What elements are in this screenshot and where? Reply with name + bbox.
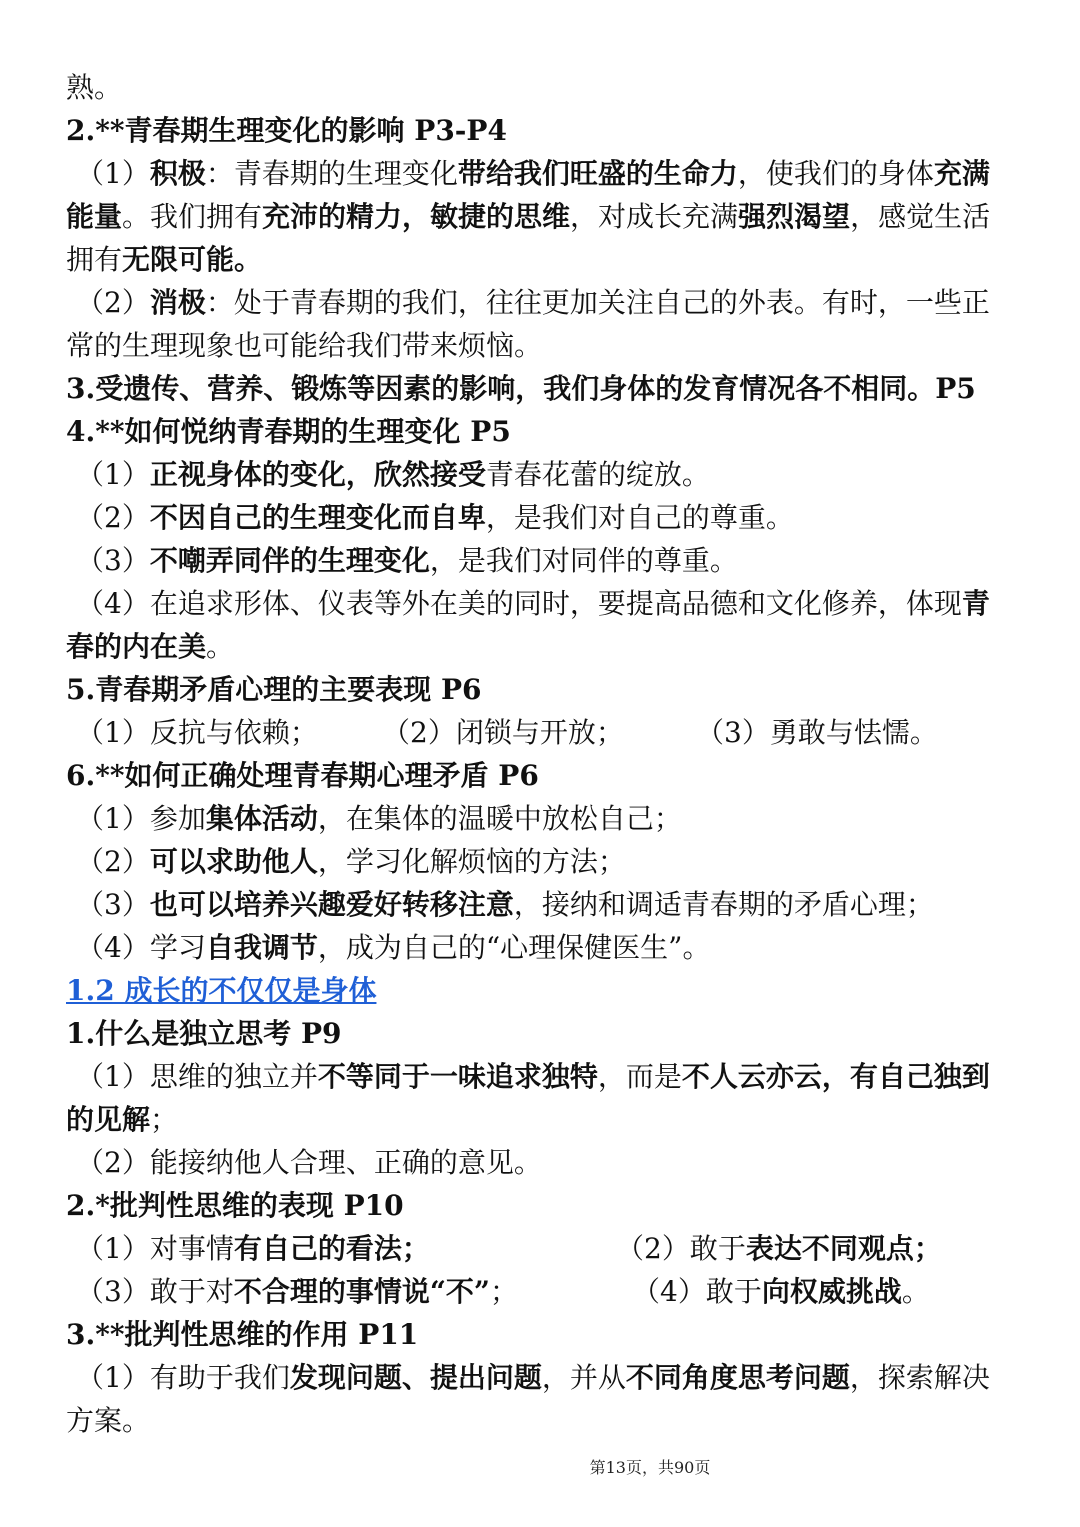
text-line: （4）学习自我调节，成为自己的“心理保健医生”。: [76, 931, 711, 964]
heading-physiological-change-influence: 2.**青春期生理变化的影响 P3-P4: [66, 114, 507, 147]
text-line: 能量。我们拥有充沛的精力，敏捷的思维，对成长充满强烈渴望，感觉生活: [66, 200, 991, 233]
text-line: （4）在追求形体、仪表等外在美的同时，要提高品德和文化修养，体现青: [76, 587, 990, 620]
text-line: 拥有无限可能。: [66, 243, 263, 276]
text-line: （3）敢于对不合理的事情说“不”； （4）敢于向权威挑战。: [76, 1275, 930, 1308]
heading-critical-thinking-expression: 2.*批判性思维的表现 P10: [66, 1189, 404, 1222]
text-line: （2）可以求助他人，学习化解烦恼的方法；: [76, 845, 626, 878]
heading-development-factors: 3.受遗传、营养、锻炼等因素的影响，我们身体的发育情况各不相同。P5: [66, 372, 976, 405]
text-line: 方案。: [66, 1404, 151, 1437]
section-link-1-2[interactable]: 1.2 成长的不仅仅是身体: [66, 974, 377, 1007]
text-line: （2）消极：处于青春期的我们，往往更加关注自己的外表。有时，一些正: [76, 286, 990, 319]
text-line: （1）对事情有自己的看法； （2）敢于表达不同观点；: [76, 1232, 942, 1265]
text-line: （1）积极：青春期的生理变化带给我们旺盛的生命力，使我们的身体充满: [76, 157, 990, 190]
heading-contradictory-psychology: 5.青春期矛盾心理的主要表现 P6: [66, 673, 482, 706]
text-line: （3）不嘲弄同伴的生理变化，是我们对同伴的尊重。: [76, 544, 738, 577]
text-line: 的见解；: [66, 1103, 179, 1136]
text-line: 春的内在美。: [66, 630, 235, 663]
page-number-footer: 第13页，共90页: [589, 1458, 711, 1477]
heading-independent-thinking: 1.什么是独立思考 P9: [66, 1017, 342, 1050]
text-line: （3）也可以培养兴趣爱好转移注意，接纳和调适青春期的矛盾心理；: [76, 888, 934, 921]
text-line: 熟。: [66, 71, 123, 104]
heading-handle-contradictions: 6.**如何正确处理青春期心理矛盾 P6: [66, 759, 539, 792]
text-line: （1）有助于我们发现问题、提出问题，并从不同角度思考问题，探索解决: [76, 1361, 990, 1394]
text-line: （1）反抗与依赖； （2）闭锁与开放； （3）勇敢与怯懦。: [76, 716, 938, 749]
text-line: （1）思维的独立并不等同于一味追求独特，而是不人云亦云，有自己独到: [76, 1060, 990, 1093]
text-line: （2）能接纳他人合理、正确的意见。: [76, 1146, 542, 1179]
text-line: 常的生理现象也可能给我们带来烦恼。: [66, 329, 543, 362]
text-line: （2）不因自己的生理变化而自卑，是我们对自己的尊重。: [76, 501, 794, 534]
text-line: （1）正视身体的变化，欣然接受青春花蕾的绽放。: [76, 458, 710, 491]
text-line: （1）参加集体活动，在集体的温暖中放松自己；: [76, 802, 682, 835]
heading-embrace-changes: 4.**如何悦纳青春期的生理变化 P5: [66, 415, 511, 448]
heading-critical-thinking-role: 3.**批判性思维的作用 P11: [66, 1318, 419, 1351]
